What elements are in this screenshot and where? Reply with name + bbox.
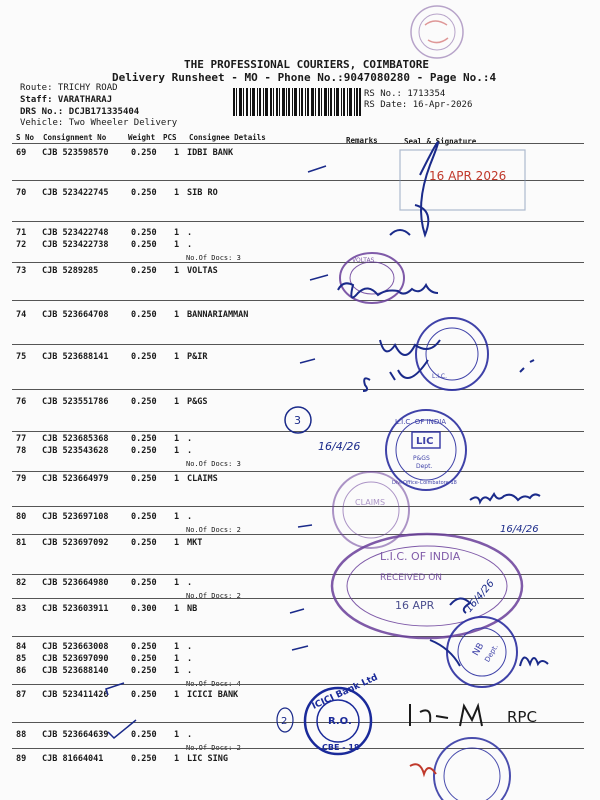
row-consignment: CJB 523664980: [42, 578, 109, 588]
row-pcs: 1: [174, 446, 180, 456]
date-handwriting-2: 16/4/26: [500, 524, 539, 535]
row-docs-count: No.Of Docs: 2: [186, 526, 241, 534]
row-sno: 85: [16, 654, 27, 664]
row-sno: 80: [16, 512, 27, 522]
drs-label: DRS No.:: [20, 107, 64, 117]
row-pcs: 1: [174, 690, 180, 700]
row-pcs: 1: [174, 642, 180, 652]
row-sno: 88: [16, 730, 27, 740]
row-weight: 0.250: [131, 474, 157, 484]
row-pcs: 1: [174, 240, 180, 250]
row-pcs: 1: [174, 352, 180, 362]
date-handwriting-1: 16/4/26: [318, 440, 361, 453]
row-sno: 77: [16, 434, 27, 444]
row-consignee: .: [187, 730, 193, 740]
row-consignment: CJB 523422745: [42, 188, 109, 198]
row-pcs: 1: [174, 538, 180, 548]
row-weight: 0.250: [131, 310, 157, 320]
row-consignee: .: [187, 512, 193, 522]
row-consignment: CJB 523685368: [42, 434, 109, 444]
row-consignee: .: [187, 578, 193, 588]
row-consignment: CJB 523411426: [42, 690, 109, 700]
row-sno: 82: [16, 578, 27, 588]
circled-2: 2: [281, 716, 288, 727]
col-pcs: PCS: [163, 133, 177, 142]
row-pcs: 1: [174, 512, 180, 522]
row-sno: 74: [16, 310, 27, 320]
date-stamp: [400, 150, 525, 210]
rs-number: RS No.: 1713354: [364, 89, 446, 99]
row-weight: 0.250: [131, 666, 157, 676]
row-pcs: 1: [174, 266, 180, 276]
row-pcs: 1: [174, 754, 180, 764]
row-sno: 89: [16, 754, 27, 764]
lic-sing-stamp: [434, 738, 510, 800]
row-consignment: CJB 523664708: [42, 310, 109, 320]
row-consignment: CJB 5289285: [42, 266, 99, 276]
col-sno: S No: [16, 133, 35, 142]
row-consignee: P&IR: [187, 352, 208, 362]
row-weight: 0.250: [131, 148, 157, 158]
drs-value: DCJB171335404: [68, 107, 140, 117]
row-weight: 0.250: [131, 690, 157, 700]
row-consignment: CJB 523664639: [42, 730, 109, 740]
row-pcs: 1: [174, 666, 180, 676]
staff: Staff: VARATHARAJ: [20, 95, 113, 105]
row-consignee: VOLTAS: [187, 266, 218, 276]
row-sno: 83: [16, 604, 27, 614]
row-weight: 0.250: [131, 512, 157, 522]
circled-3: 3: [294, 414, 301, 427]
received-on-text: RECEIVED ON: [380, 573, 443, 583]
row-pcs: 1: [174, 397, 180, 407]
pir-stamp: [416, 318, 488, 390]
row-docs-count: No.Of Docs: 3: [186, 254, 241, 262]
row-sno: 70: [16, 188, 27, 198]
row-consignee: .: [187, 654, 193, 664]
row-consignment: CJB 523688140: [42, 666, 109, 676]
col-weight: Weight: [128, 133, 156, 142]
row-weight: 0.250: [131, 397, 157, 407]
row-consignee: .: [187, 228, 193, 238]
icici-ro-text: R.O.: [328, 716, 352, 727]
row-consignee: NB: [187, 604, 198, 614]
row-consignment: CJB 523422738: [42, 240, 109, 250]
row-consignment: CJB 523422748: [42, 228, 109, 238]
lic-office-text: Divl Office-Coimbatore-18: [392, 480, 457, 486]
row-consignee: .: [187, 240, 193, 250]
row-weight: 0.250: [131, 240, 157, 250]
row-consignment: CJB 523543628: [42, 446, 109, 456]
row-consignment: CJB 523697090: [42, 654, 109, 664]
row-consignee: .: [187, 666, 193, 676]
row-weight: 0.300: [131, 604, 157, 614]
route: Route: TRICHY ROAD: [20, 83, 118, 93]
row-consignment: CJB 81664041: [42, 754, 104, 764]
col-consignee: Consignee Details: [189, 133, 266, 142]
icici-city-text: CBE - 18: [322, 743, 360, 752]
row-sno: 69: [16, 148, 27, 158]
lic-dept-text: P&GS: [413, 455, 430, 462]
row-pcs: 1: [174, 310, 180, 320]
row-consignment: CJB 523663008: [42, 642, 109, 652]
lic-pgs-stamp: [386, 410, 466, 490]
col-remarks: Remarks: [346, 136, 378, 145]
row-consignment: CJB 523697092: [42, 538, 109, 548]
row-consignee: MKT: [187, 538, 203, 548]
row-consignee: ICICI BANK: [187, 690, 239, 700]
row-weight: 0.250: [131, 730, 157, 740]
row-pcs: 1: [174, 474, 180, 484]
svg-text:L.I.C.: L.I.C.: [432, 373, 448, 380]
row-sno: 72: [16, 240, 27, 250]
runsheet-subtitle: Delivery Runsheet - MO - Phone No.:9047080280 - Page No.:4: [112, 71, 497, 84]
icici-text: ICICI Bank Ltd: [310, 672, 380, 712]
row-sno: 71: [16, 228, 27, 238]
rpc-handwriting: RPC: [507, 708, 537, 726]
row-docs-count: No.Of Docs: 2: [186, 592, 241, 600]
lic-dept2-text: Dept.: [416, 463, 433, 470]
row-sno: 76: [16, 397, 27, 407]
row-sno: 79: [16, 474, 27, 484]
row-consignee: .: [187, 446, 193, 456]
row-pcs: 1: [174, 188, 180, 198]
row-consignee: P&GS: [187, 397, 208, 407]
row-sno: 84: [16, 642, 27, 652]
row-docs-count: No.Of Docs: 2: [186, 744, 241, 752]
row-consignment: CJB 523598570: [42, 148, 109, 158]
row-pcs: 1: [174, 578, 180, 588]
rs-date: RS Date: 16-Apr-2026: [364, 100, 473, 110]
row-weight: 0.250: [131, 266, 157, 276]
row-consignee: BANNARIAMMAN: [187, 310, 249, 320]
row-consignee: LIC SING: [187, 754, 228, 764]
row-pcs: 1: [174, 654, 180, 664]
row-weight: 0.250: [131, 654, 157, 664]
received-lic-text: L.I.C. OF INDIA: [380, 550, 461, 563]
row-consignment: CJB 523697108: [42, 512, 109, 522]
row-docs-count: No.Of Docs: 3: [186, 460, 241, 468]
row-weight: 0.250: [131, 188, 157, 198]
row-pcs: 1: [174, 228, 180, 238]
row-pcs: 1: [174, 604, 180, 614]
col-consignment: Consignment No: [43, 133, 107, 142]
row-consignee: CLAIMS: [187, 474, 218, 484]
row-consignment: CJB 523688141: [42, 352, 109, 362]
row-sno: 78: [16, 446, 27, 456]
lic-top-text: L.I.C. OF INDIA: [395, 418, 447, 426]
row-consignment: CJB 523603911: [42, 604, 109, 614]
row-consignee: SIB RO: [187, 188, 218, 198]
row-sno: 75: [16, 352, 27, 362]
row-weight: 0.250: [131, 538, 157, 548]
row-pcs: 1: [174, 148, 180, 158]
icici-stamp: [305, 673, 380, 754]
vehicle: Vehicle: Two Wheeler Delivery: [20, 118, 178, 128]
col-seal-signature: Seal & Signature: [404, 137, 477, 146]
row-sno: 81: [16, 538, 27, 548]
row-sno: 73: [16, 266, 27, 276]
date-handwriting-3: 16/4/26: [463, 578, 497, 615]
row-pcs: 1: [174, 730, 180, 740]
voltas-text: VOLTAS: [352, 257, 375, 264]
voltas-stamp: [340, 253, 404, 303]
row-weight: 0.250: [131, 228, 157, 238]
row-pcs: 1: [174, 434, 180, 444]
row-docs-count: No.Of Docs: 4: [186, 680, 241, 688]
svg-text:LIC: LIC: [416, 436, 434, 447]
row-weight: 0.250: [131, 434, 157, 444]
row-weight: 0.250: [131, 754, 157, 764]
row-sno: 86: [16, 666, 27, 676]
row-consignment: CJB 523551786: [42, 397, 109, 407]
row-consignee: IDBI BANK: [187, 148, 234, 158]
nb-dept-text: Dept.: [483, 643, 500, 664]
row-weight: 0.250: [131, 352, 157, 362]
row-consignment: CJB 523664979: [42, 474, 109, 484]
nb-stamp: [447, 617, 517, 687]
row-weight: 0.250: [131, 446, 157, 456]
row-weight: 0.250: [131, 642, 157, 652]
received-date-text: 16 APR: [395, 599, 435, 612]
row-consignee: .: [187, 434, 193, 444]
corner-stamp: [411, 6, 463, 58]
row-weight: 0.250: [131, 578, 157, 588]
claims-text: CLAIMS: [355, 498, 386, 507]
date-stamp-text: 16 APR 2026: [429, 169, 507, 183]
company-title: THE PROFESSIONAL COURIERS, COIMBATORE: [184, 58, 430, 71]
row-consignee: .: [187, 642, 193, 652]
nb-text: NB: [471, 641, 487, 658]
row-sno: 87: [16, 690, 27, 700]
